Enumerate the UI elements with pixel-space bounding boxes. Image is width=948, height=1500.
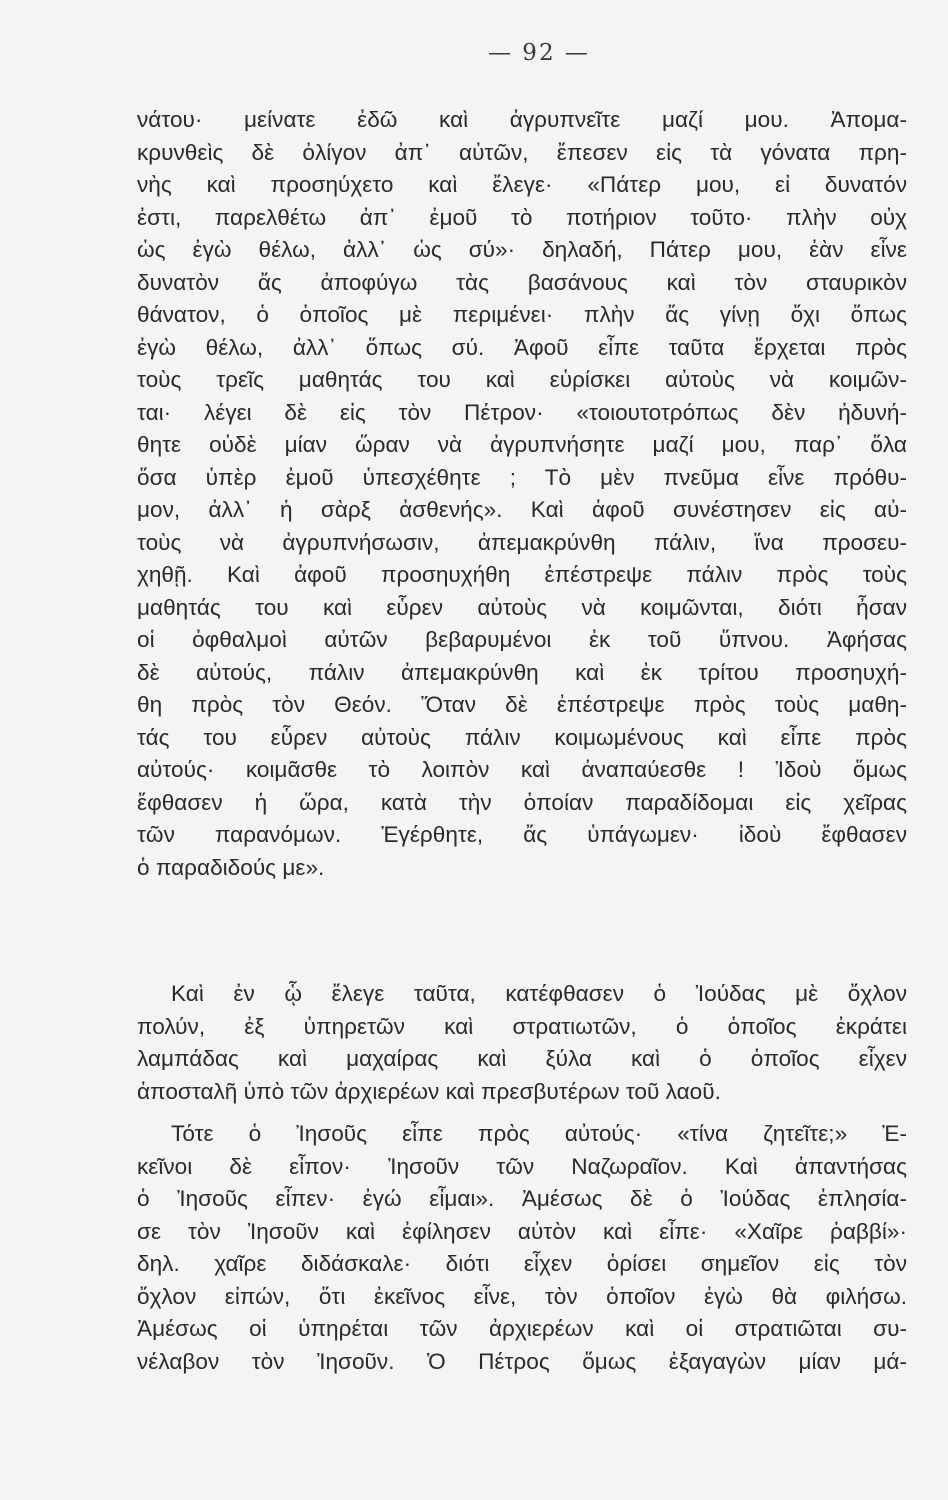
text-line: οἱ ὀφθαλμοὶ αὐτῶν βεβαρυμένοι ἐκ τοῦ ὕπνου. Ἀφήσας: [137, 627, 907, 652]
text-line: χηθῇ. Καὶ ἀφοῦ προσηυχήθη ἐπέστρεψε πάλιν πρὸς τοὺς: [137, 562, 907, 587]
text-line: τοὺς νὰ ἀγρυπνήσωσιν, ἀπεμακρύνθη πάλιν, ἵνα προσευ-: [137, 529, 907, 555]
text-line: ἐστι, παρελθέτω ἀπ᾽ ἐμοῦ τὸ ποτήριον τοῦτο· πλὴν οὐχ: [137, 204, 907, 230]
paragraph-1: [137, 104, 907, 884]
text-line: νέλαβον τὸν Ἰησοῦν. Ὁ Πέτρος ὅμως ἐξαγαγὼν μίαν μά-: [137, 1348, 907, 1374]
text-line: ἔφθασεν ἡ ὥρα, κατὰ τὴν ὁποίαν παραδίδομαι εἰς χεῖρας: [137, 789, 907, 815]
page-number: — 92 —: [488, 40, 590, 66]
text-line: σε τὸν Ἰησοῦν καὶ ἐφίλησεν αὐτὸν καὶ εἶπε· «Χαῖρε ῥαββί»·: [137, 1218, 907, 1244]
text-line: ἐγὼ θέλω, ἀλλ᾽ ὅπως σύ. Ἀφοῦ εἶπε ταῦτα ἔρχεται πρὸς: [137, 334, 907, 360]
text-line: μον, ἀλλ᾽ ἡ σὰρξ ἀσθενής». Καὶ ἀφοῦ συνέστησεν εἰς αὐ-: [137, 497, 907, 522]
paragraph-3: [137, 1118, 907, 1378]
text-line: ὡς ἐγὼ θέλω, ἀλλ᾽ ὡς σύ»· δηλαδή, Πάτερ μου, ἐὰν εἶνε: [137, 237, 907, 262]
text-line: ὁ παραδιδούς με».: [137, 854, 325, 880]
text-line: νὴς καὶ προσηύχετο καὶ ἔλεγε· «Πάτερ μου, εἰ δυνατόν: [137, 172, 907, 197]
text-line: ὁ Ἰησοῦς εἶπεν· ἐγώ εἶμαι». Ἀμέσως δὲ ὁ Ἰούδας ἐπλησία-: [137, 1186, 907, 1211]
text-line: αὐτούς· κοιμᾶσθε τὸ λοιπὸν καὶ ἀναπαύεσθε ! Ἰδοὺ ὅμως: [137, 757, 907, 782]
text-line: τοὺς τρεῖς μαθητάς του καὶ εὑρίσκει αὐτοὺς νὰ κοιμῶν-: [137, 367, 907, 392]
text-line: δηλ. χαῖρε διδάσκαλε· διότι εἶχεν ὁρίσει σημεῖον εἰς τὸν: [137, 1251, 907, 1276]
text-line: ὅσα ὑπὲρ ἐμοῦ ὑπεσχέθητε ; Τὸ μὲν πνεῦμα εἶνε πρόθυ-: [137, 464, 907, 490]
text-line: δυνατὸν ἄς ἀποφύγω τὰς βασάνους καὶ τὸν σταυρικὸν: [137, 269, 907, 295]
text-line: νάτου· μείνατε ἐδῶ καὶ ἀγρυπνεῖτε μαζί μου. Ἀπομα-: [137, 107, 907, 132]
text-line: τάς του εὗρεν αὐτοὺς πάλιν κοιμωμένους καὶ εἶπε πρὸς: [137, 724, 907, 750]
text-line: Ἀμέσως οἱ ὑπηρέται τῶν ἀρχιερέων καὶ οἱ στρατιῶται συ-: [137, 1316, 907, 1341]
text-line: ὄχλον εἰπών, ὅτι ἐκεῖνος εἶνε, τὸν ὁποῖον ἐγὼ θὰ φιλήσω.: [137, 1283, 907, 1309]
text-line: κρυνθεὶς δὲ ὀλίγον ἀπ᾽ αὐτῶν, ἔπεσεν εἰς τὰ γόνατα πρη-: [137, 139, 907, 165]
text-line: τῶν παρανόμων. Ἐγέρθητε, ἄς ὑπάγωμεν· ἰδοὺ ἔφθασεν: [137, 822, 907, 847]
text-line: πολύν, ἐξ ὑπηρετῶν καὶ στρατιωτῶν, ὁ ὁποῖος ἐκράτει: [137, 1013, 907, 1039]
text-line: Τότε ὁ Ἰησοῦς εἶπε πρὸς αὐτούς· «τίνα ζητεῖτε;» Ἐ-: [171, 1121, 907, 1146]
text-line: μαθητάς του καὶ εὗρεν αὐτοὺς νὰ κοιμῶνται, διότι ἦσαν: [137, 594, 907, 620]
paragraph-2: [137, 978, 907, 1108]
text-line: λαμπάδας καὶ μαχαίρας καὶ ξύλα καὶ ὁ ὁποῖος εἶχεν: [137, 1046, 907, 1071]
text-line: κεῖνοι δὲ εἶπον· Ἰησοῦν τῶν Ναζωραῖον. Καὶ ἀπαντήσας: [137, 1153, 907, 1179]
text-line: θάνατον, ὁ ὁποῖος μὲ περιμένει· πλὴν ἄς γίνῃ ὄχι ὅπως: [137, 302, 907, 327]
text-line: θη πρὸς τὸν Θεόν. Ὅταν δὲ ἐπέστρεψε πρὸς τοὺς μαθη-: [137, 692, 907, 717]
text-line: ἀποσταλῆ ὑπὸ τῶν ἀρχιερέων καὶ πρεσβυτέρων τοῦ λαοῦ.: [137, 1078, 721, 1104]
text-line: δὲ αὐτούς, πάλιν ἀπεμακρύνθη καὶ ἐκ τρίτου προσηυχή-: [137, 659, 907, 685]
text-line: θητε οὐδὲ μίαν ὥραν νὰ ἀγρυπνήσητε μαζί μου, παρ᾽ ὅλα: [137, 432, 907, 457]
text-line: ται· λέγει δὲ εἰς τὸν Πέτρον· «τοιουτοτρόπως δὲν ἠδυνή-: [137, 399, 907, 425]
text-line: Καὶ ἐν ᾧ ἔλεγε ταῦτα, κατέφθασεν ὁ Ἰούδας μὲ ὄχλον: [171, 981, 907, 1006]
